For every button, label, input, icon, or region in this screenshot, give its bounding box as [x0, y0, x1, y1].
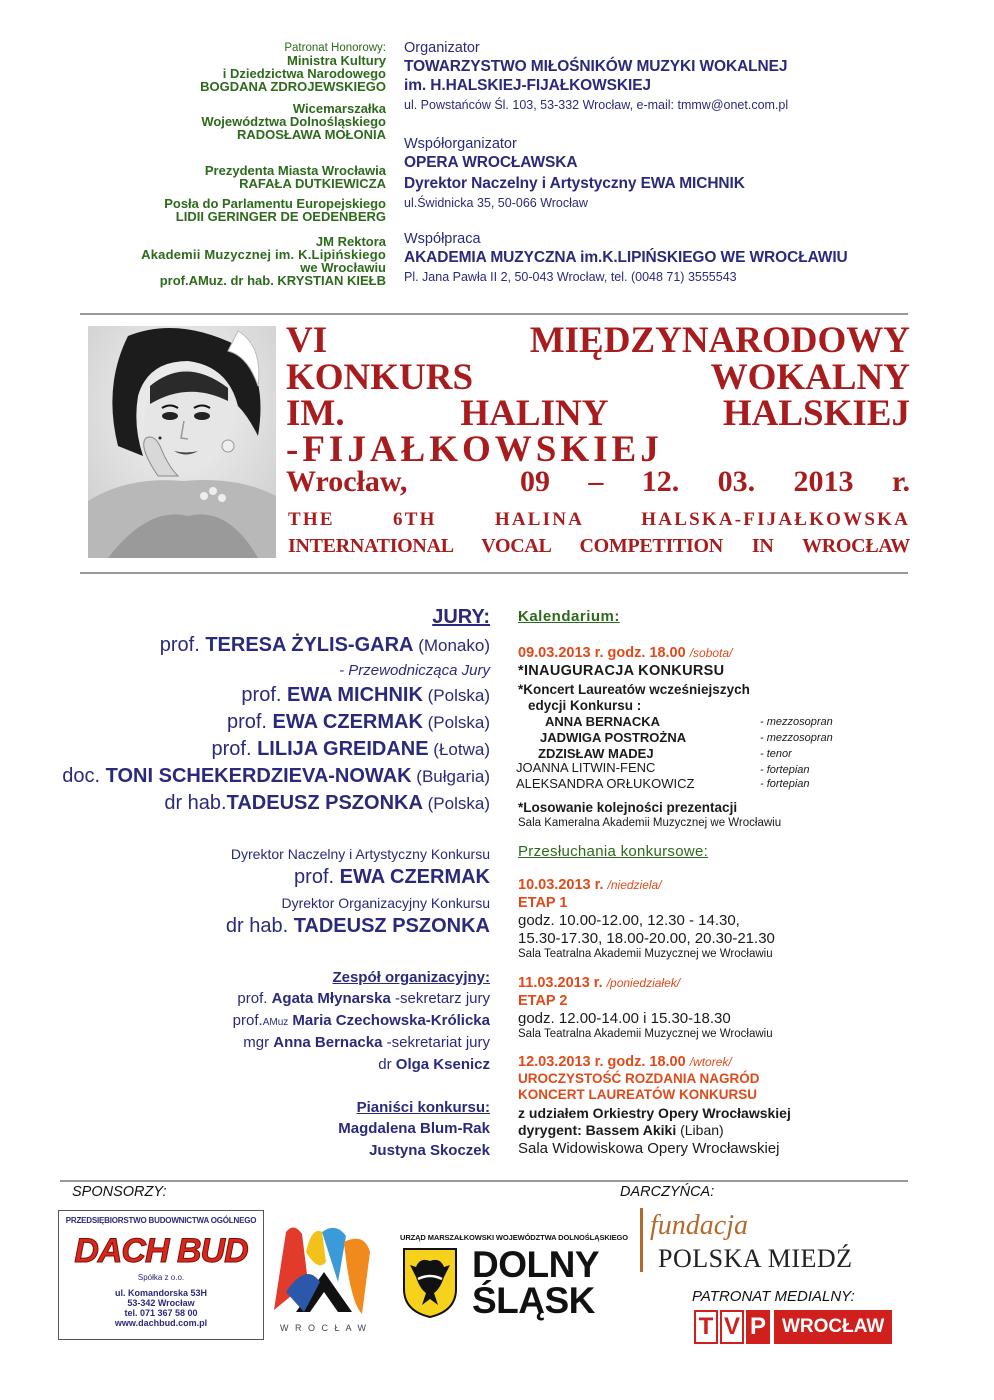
- portrait-photo: [88, 326, 276, 558]
- organizer-name-2: im. H.HALSKIEJ-FIJAŁKOWSKIEJ: [404, 77, 651, 94]
- day-2-place: Sala Teatralna Akademii Muzycznej we Wrocławiu: [518, 948, 773, 960]
- patron-line: we Wrocławiu: [300, 260, 386, 275]
- jury-heading: JURY:: [432, 606, 490, 628]
- co-organizer-director: Dyrektor Naczelny i Artystyczny EWA MICHNIK: [404, 175, 745, 192]
- performer-name: ZDZISŁAW MADEJ: [538, 746, 654, 761]
- dach-bud-tagline: PRZEDSIĘBIORSTWO BUDOWNICTWA OGÓLNEGO: [65, 1216, 257, 1225]
- dach-bud-logo: [58, 1210, 264, 1340]
- director-2-label: Dyrektor Organizacyjny Konkursu: [281, 895, 490, 911]
- performer-role: - fortepian: [760, 778, 810, 790]
- director-2: dr hab. TADEUSZ PSZONKA: [225, 915, 490, 937]
- stage-1-hours: godz. 10.00-12.00, 12.30 - 14.30,: [518, 912, 740, 929]
- title-line-2: KONKURS WOKALNY: [286, 357, 910, 398]
- patron-line: JM Rektora: [315, 234, 386, 249]
- divider: [80, 313, 908, 315]
- dach-bud-city: 53-342 Wrocław: [127, 1298, 195, 1308]
- organizer-label: Organizator: [404, 40, 480, 56]
- stage-1-hours-2: 15.30-17.30, 18.00-20.00, 20.30-21.30: [518, 930, 775, 947]
- patron-line: Wicemarszałka: [292, 101, 386, 116]
- patron-line: Akademii Muzycznej im. K.Lipińskiego: [141, 247, 386, 262]
- day-3-header: 11.03.2013 r. /poniedziałek/: [518, 975, 681, 991]
- performer-name: ANNA BERNACKA: [545, 714, 661, 729]
- pianist-name: Justyna Skoczek: [369, 1142, 490, 1159]
- title-line-4: -FIJAŁKOWSKIEJ: [286, 429, 663, 470]
- performer-name: JADWIGA POSTROŻNA: [540, 730, 687, 745]
- jury-member: prof. LILIJA GREIDANE (Łotwa): [211, 738, 490, 760]
- tvp-letter-p: P: [746, 1310, 770, 1344]
- coat-of-arms-icon: [402, 1247, 458, 1319]
- inauguration: *INAUGURACJA KONKURSU: [518, 663, 725, 679]
- performer-name: JOANNA LITWIN-FENC: [516, 760, 656, 775]
- tvp-wroclaw-logo: [694, 1310, 892, 1344]
- wroclaw-logo-mark: [266, 1222, 382, 1316]
- patron-line: i Dziedzictwa Narodowego: [222, 66, 386, 81]
- stage-2-hours: godz. 12.00-14.00 i 15.30-18.30: [518, 1010, 731, 1027]
- performer-role: - mezzosopran: [760, 732, 833, 744]
- wroclaw-logo-text: W R O C Ł A W: [279, 1323, 368, 1333]
- title-line-1: VI MIĘDZYNARODOWY: [286, 320, 910, 361]
- co-organizer-label: Współorganizator: [404, 136, 517, 152]
- day-3-place: Sala Teatralna Akademii Muzycznej we Wrocławiu: [518, 1028, 773, 1040]
- team-member: prof. Agata Młynarska -sekretarz jury: [237, 990, 490, 1007]
- dach-bud-company: Spółka z o.o.: [137, 1273, 185, 1282]
- dach-bud-name: DACH BUD: [74, 1232, 248, 1270]
- laureates-concert: *Koncert Laureatów wcześniejszych: [518, 682, 750, 697]
- patron-name: BOGDANA ZDROJEWSKIEGO: [200, 79, 386, 94]
- pianists-heading: Pianiści konkursu:: [356, 1099, 490, 1116]
- dolny-slask-line-1: DOLNY: [472, 1244, 599, 1285]
- auditions-heading: Przesłuchania konkursowe:: [518, 843, 709, 860]
- dolny-slask-office: URZĄD MARSZAŁKOWSKI WOJEWÓDZTWA DOLNOŚLĄSKIEGO: [400, 1233, 629, 1242]
- performer-role: - tenor: [760, 748, 792, 760]
- day-4-header: 12.03.2013 r. godz. 18.00 /wtorek/: [518, 1054, 732, 1070]
- team-heading: Zespół organizacyjny:: [332, 969, 490, 986]
- organizer-block: [404, 40, 964, 113]
- patron-name: LIDII GERINGER DE OEDENBERG: [175, 209, 386, 224]
- dach-bud-phone: tel. 071 367 58 00: [124, 1308, 198, 1318]
- performer-role: - mezzosopran: [760, 716, 833, 728]
- jury-member: dr hab.TADEUSZ PSZONKA (Polska): [164, 792, 490, 814]
- patronage-heading: Patronat Honorowy:: [284, 42, 386, 54]
- title-dates: 09 – 12. 03. 2013 r.: [520, 465, 910, 498]
- team-member: mgr Anna Bernacka -sekretariat jury: [243, 1034, 490, 1051]
- day-4-place: Sala Widowiskowa Opery Wrocławskiej: [518, 1140, 780, 1157]
- organizer-name: TOWARZYSTWO MIŁOŚNIKÓW MUZYKI WOKALNEJ: [404, 58, 788, 75]
- patron-line: Posła do Parlamentu Europejskiego: [164, 196, 386, 211]
- conductor: dyrygent: Bassem Akiki (Liban): [518, 1122, 724, 1138]
- patron-line: Ministra Kultury: [287, 53, 386, 68]
- director-1: prof. EWA CZERMAK: [294, 866, 490, 888]
- award-ceremony: UROCZYSTOŚĆ ROZDANIA NAGRÓD: [518, 1071, 760, 1086]
- jury-member: prof. EWA CZERMAK (Polska): [226, 711, 490, 733]
- patron-name: prof.AMuz. dr hab. KRYSTIAN KIEŁB: [159, 273, 386, 288]
- cooperation-name: AKADEMIA MUZYCZNA im.K.LIPIŃSKIEGO WE WROCŁAWIU: [404, 249, 848, 266]
- tvp-city: WROCŁAW: [774, 1310, 892, 1344]
- director-1-label: Dyrektor Naczelny i Artystyczny Konkursu: [230, 846, 490, 862]
- pianist-name: Magdalena Blum-Rak: [338, 1120, 490, 1137]
- cooperation-address: Pl. Jana Pawła II 2, 50-043 Wrocław, tel. (0048 71) 3555543: [404, 270, 737, 284]
- title-line-3: IM. HALINY HALSKIEJ: [286, 393, 910, 434]
- dolny-slask-line-2: ŚLĄSK: [472, 1280, 595, 1321]
- draw-order: *Losowanie kolejności prezentacji: [518, 800, 738, 815]
- jury-member: doc. TONI SCHEKERDZIEVA-NOWAK (Bułgaria): [62, 765, 490, 787]
- tvp-letters: [694, 1310, 770, 1344]
- day-1-header: 09.03.2013 r. godz. 18.00 /sobota/: [518, 645, 733, 661]
- title-english-1: THE 6TH HALINA HALSKA-FIJAŁKOWSKA: [288, 509, 910, 530]
- media-patron-label: PATRONAT MEDIALNY:: [692, 1288, 855, 1305]
- co-organizer-block: [404, 136, 964, 211]
- donor-label: DARCZYŃCA:: [620, 1184, 715, 1200]
- dolny-slask-logo: [400, 1233, 629, 1321]
- patron-line: Prezydenta Miasta Wrocławia: [204, 163, 386, 178]
- patron-line: Województwa Dolnośląskiego: [201, 114, 386, 129]
- laureates-concert-2: edycji Konkursu :: [528, 698, 642, 713]
- performer-name: ALEKSANDRA ORŁUKOWICZ: [516, 776, 695, 791]
- performer-role: - fortepian: [760, 764, 810, 776]
- stage-2: ETAP 2: [518, 993, 568, 1009]
- laureates-gala: KONCERT LAUREATÓW KONKURSU: [518, 1087, 757, 1102]
- tvp-letter-t: T: [694, 1310, 718, 1344]
- organizer-address: ul. Powstańców Śl. 103, 53-332 Wrocław, e-mail: tmmw@onet.com.pl: [404, 98, 789, 112]
- fundacja-polska-miedz-logo: [636, 1208, 906, 1278]
- jury-chair-note: - Przewodnicząca Jury: [339, 662, 490, 679]
- jury-member: prof. EWA MICHNIK (Polska): [241, 684, 490, 706]
- dach-bud-address: ul. Komandorska 53H: [114, 1288, 208, 1298]
- co-organizer-address: ul.Świdnicka 35, 50-066 Wrocław: [404, 196, 588, 210]
- patron-name: RADOSŁAWA MOŁONIA: [236, 127, 386, 142]
- title-city: Wrocław,: [286, 465, 408, 498]
- day-1-place: Sala Kameralna Akademii Muzycznej we Wrocławiu: [518, 817, 782, 829]
- fundacja-text: fundacja: [650, 1210, 748, 1241]
- logo-bar: [640, 1208, 643, 1272]
- divider: [60, 1180, 908, 1182]
- sponsors-label: SPONSORZY:: [72, 1184, 167, 1200]
- patron-name: RAFAŁA DUTKIEWICZA: [239, 176, 386, 191]
- tvp-letter-v: V: [720, 1310, 744, 1344]
- title-english-2: INTERNATIONAL VOCAL COMPETITION IN WROCŁAW: [288, 535, 910, 557]
- calendar-heading: Kalendarium:: [518, 608, 620, 625]
- wroclaw-logo: [266, 1222, 382, 1332]
- orchestra: z udziałem Orkiestry Opery Wrocławskiej: [518, 1105, 791, 1121]
- divider: [80, 572, 908, 574]
- dach-bud-website: www.dachbud.com.pl: [114, 1318, 208, 1328]
- jury-member: prof. TERESA ŻYLIS-GARA (Monako): [159, 634, 490, 656]
- team-member: dr Olga Ksenicz: [378, 1056, 490, 1073]
- polska-miedz-text: POLSKA MIEDŹ: [658, 1244, 853, 1273]
- cooperation-label: Współpraca: [404, 231, 481, 247]
- day-2-header: 10.03.2013 r. /niedziela/: [518, 877, 662, 893]
- cooperation-block: [404, 231, 964, 285]
- co-organizer-name: OPERA WROCŁAWSKA: [404, 154, 578, 171]
- team-member: prof.AMuz Maria Czechowska-Królicka: [232, 1012, 490, 1029]
- stage-1: ETAP 1: [518, 895, 568, 911]
